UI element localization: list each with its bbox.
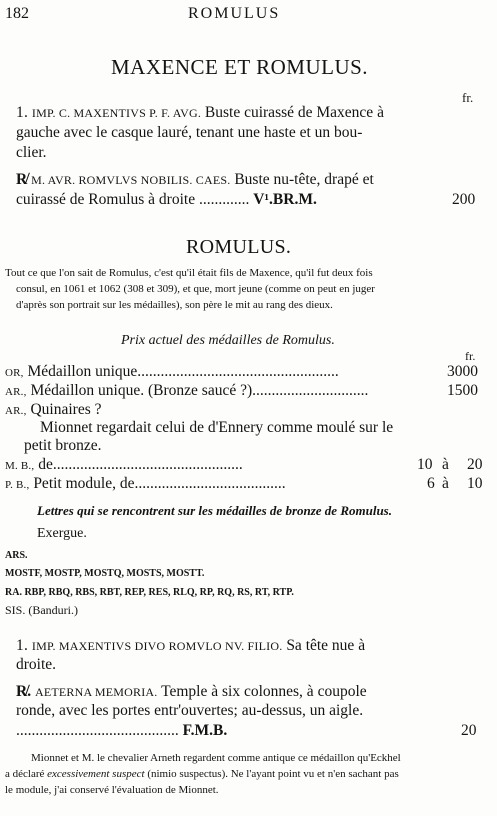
page-number: 182 [5, 5, 29, 22]
dot-leader: .......................................... [16, 722, 179, 739]
mionnet-note-1: Mionnet regardait celui de d'Ennery comme moulé sur le [40, 419, 394, 436]
letters-row: RA. RBP, RBQ, RBS, RBT, REP, RES, RLQ, RP, RQ, RS, RT, RTP. [5, 587, 294, 598]
row-label: Médaillon unique [27, 363, 138, 380]
mionnet-note-2: petit bronze. [24, 437, 102, 454]
metal-label: OR, [5, 367, 24, 379]
price-value: 3000 [447, 363, 478, 380]
coin-obverse-line-1 [16, 636, 365, 656]
row-label: Quinaires ? [30, 401, 102, 418]
metal-label: P. B., [5, 479, 30, 491]
range-until: 10 [467, 475, 483, 492]
intro-line-1: Tout ce que l'on sait de Romulus, c'est qu'il était fils de Maxence, qu'il fut deux fois [5, 267, 373, 279]
running-title: ROMULUS [188, 5, 281, 22]
range-row [5, 455, 490, 476]
letters-heading: Lettres qui se rencontrent sur les médailles de bronze de Romulus. [37, 503, 392, 518]
reverse-legend: M. AVR. ROMVLVS NOBILIS. CAES. [31, 173, 231, 187]
reverse-mark: R̸. [16, 683, 32, 700]
reverse-description: Buste nu-tête, drapé et [234, 171, 374, 188]
unit-label: fr. [462, 90, 474, 105]
prices-heading: Prix actuel des médailles de Romulus. [121, 333, 335, 348]
reverse-mark: R̸ [16, 171, 28, 188]
metal-code: V¹.BR.M. [253, 191, 317, 208]
coin-obverse-line-2: droite. [16, 656, 57, 673]
price-value: 20 [461, 722, 477, 739]
range-until: 20 [467, 456, 483, 473]
section-title-maxence-romulus: MAXENCE ET ROMULUS. [111, 55, 369, 79]
coin-obverse-line-2: gauche avec le casque lauré, tenant une haste et un bou- [16, 124, 363, 141]
footnote-line-2 [5, 767, 399, 782]
reverse-description: Temple à six colonnes, à coupole [161, 683, 367, 700]
coin-number: 1. [16, 637, 29, 654]
obverse-legend: IMP. C. MAXENTIVS P. F. AVG. [31, 106, 202, 120]
price-value: 1500 [447, 382, 478, 399]
exergue-label: Exergue. [37, 526, 87, 541]
coin-reverse-line-1 [16, 170, 374, 190]
dot-leader: .................................................... [137, 363, 339, 380]
range-from: 10 [417, 456, 433, 473]
metal-label: M. B., [5, 460, 35, 472]
coin-reverse-line-2 [16, 190, 317, 209]
dot-leader: ....................................... [134, 475, 286, 492]
row-label: Petit module, de [33, 475, 135, 492]
footnote-text: (nimio suspectus). Ne l'ayant point vu et n'en sachant pas [147, 768, 399, 780]
section-title-romulus: ROMULUS. [186, 236, 292, 258]
price-row [5, 381, 485, 402]
range-row [5, 474, 490, 495]
obverse-description: Sa tête nue à [286, 637, 366, 654]
dot-leader: ................................................. [52, 456, 243, 473]
letters-row: MOSTF, MOSTP, MOSTQ, MOSTS, MOSTT. [5, 568, 205, 579]
metal-code: F.M.B. [182, 722, 228, 739]
coin-reverse-line-1 [16, 682, 367, 702]
coin-obverse-line-1 [16, 103, 384, 123]
footnote-text: a déclaré [5, 768, 45, 780]
unit-label-2: fr. [465, 349, 476, 363]
row-label: de [38, 456, 53, 473]
intro-line-2: consul, en 1061 et 1062 (308 et 309), et que, mort jeune (comme on peut en juger [16, 283, 375, 295]
metal-label: AR., [5, 386, 27, 398]
letters-row: SIS. (Banduri.) [5, 603, 78, 617]
coin-number: 1. [16, 104, 29, 121]
metal-label: AR., [5, 405, 27, 417]
dot-leader: ............. [198, 191, 250, 208]
footnote-emphasis: excessivement suspect [47, 768, 145, 780]
range-to: à [442, 456, 449, 473]
reverse-legend: AETERNA MEMORIA. [34, 685, 158, 699]
price-value: 200 [452, 191, 476, 208]
price-row [5, 362, 485, 383]
obverse-legend: IMP. MAXENTIVS DIVO ROMVLO NV. FILIO. [31, 639, 283, 653]
footnote-line-1: Mionnet et M. le chevalier Arneth regardent comme antique ce médaillon qu'Eckhel [31, 752, 401, 764]
coin-reverse-line-2: ronde, avec les portes entr'ouvertes; au-dessus, un aigle. [16, 702, 364, 719]
range-from: 6 [427, 475, 435, 492]
reverse-description-2: cuirassé de Romulus à droite [16, 191, 196, 208]
obverse-description: Buste cuirassé de Maxence à [204, 104, 384, 121]
coin-reverse-line-3 [16, 721, 227, 740]
coin-obverse-line-3: clier. [16, 144, 47, 161]
footnote-line-3: le module, j'ai conservé l'évaluation de Mionnet. [5, 784, 219, 796]
dot-leader: .............................. [252, 382, 369, 399]
range-to: à [442, 475, 449, 492]
intro-line-3: d'après son portrait sur les médailles), son père le mit au rang des dieux. [16, 299, 333, 311]
letters-row: ARS. [5, 550, 28, 561]
row-label: Médaillon unique. (Bronze saucé ?) [30, 382, 253, 399]
